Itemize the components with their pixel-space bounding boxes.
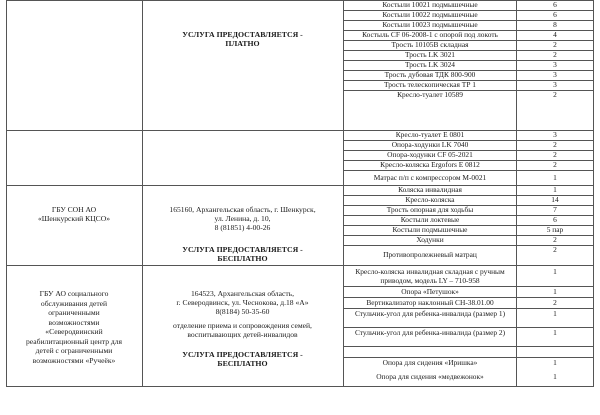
org-department: отделение приема и сопровождения семей, воспитывающих детей-инвалидов	[173, 321, 312, 339]
item-quantity: 3	[553, 130, 557, 139]
list-item: Стульчик-угол для ребенка-инвалида (размер 2)	[354, 328, 506, 337]
list-item: Трость дубовая ТДК 800-900	[384, 70, 476, 79]
list-item: Кресло-коляска инвалидная складная с ручным приводом, модель LY – 710-958	[355, 267, 505, 285]
list-item: Костыли локтевые	[400, 215, 460, 224]
item-quantity: 14	[551, 195, 559, 204]
list-item: Матрас п/п с компрессором М-0021	[373, 173, 487, 182]
org-name: ГБУ СОН АО «Шенкурский КЦСО»	[37, 205, 111, 223]
list-item: Коляска инвалидная	[398, 185, 462, 194]
list-item: Костыли 10023 подмышечные	[382, 20, 478, 29]
list-item: Кресло-коляска Ergofors Е 0812	[380, 160, 480, 169]
item-quantity: 1	[553, 287, 557, 296]
item-quantity: 5 пар	[546, 225, 564, 234]
item-quantity: 6	[553, 215, 557, 224]
item-quantity: 2	[553, 90, 557, 99]
item-quantity: 7	[553, 205, 557, 214]
list-item: Кресло-туалет Е 0801	[395, 130, 465, 139]
item-quantity: 1	[553, 309, 557, 318]
item-quantity: 2	[553, 235, 557, 244]
list-item: Ходунки	[416, 235, 444, 244]
list-item: Костыли 10022 подмышечные	[382, 10, 478, 19]
item-quantity: 2	[553, 50, 557, 59]
item-quantity: 1	[553, 185, 557, 194]
item-quantity: 3	[553, 70, 557, 79]
item-quantity: 8	[553, 20, 557, 29]
equipment-table	[6, 0, 594, 387]
item-quantity: 2	[553, 160, 557, 169]
service-label-paid: УСЛУГА ПРЕДОСТАВЛЯЕТСЯ - ПЛАТНО	[182, 30, 303, 48]
item-quantity: 2	[553, 150, 557, 159]
list-item: Опора-ходунки CF 05-2021	[387, 150, 473, 159]
list-item: Опора для сидения «Иришка»	[382, 358, 478, 367]
list-item: Кресло-коляска	[405, 195, 455, 204]
list-item: Костыли 10021 подмышечные	[382, 0, 478, 9]
list-item: Вертикализатор наклонный СН-38.01.00	[366, 298, 494, 307]
item-quantity: 3	[553, 80, 557, 89]
service-label-free: УСЛУГА ПРЕДОСТАВЛЯЕТСЯ - БЕСПЛАТНО	[182, 350, 303, 368]
org-address: 164523, Архангельская область, г. Северодвинск, ул. Чеснокова, д.18 «А» 8(8184) 50-35-60	[176, 289, 309, 316]
item-quantity: 1	[553, 173, 557, 182]
item-quantity: 4	[553, 30, 557, 39]
list-item: Трость LK 3021	[404, 50, 456, 59]
item-quantity: 2	[553, 140, 557, 149]
org-address: 165160, Архангельская область, г. Шенкурск, ул. Ленина, д. 10, 8 (81851) 4-00-26	[169, 205, 316, 232]
item-quantity: 2	[553, 298, 557, 307]
list-item: Опора для сидения «медвежонок»	[376, 372, 484, 381]
list-item: Костыль CF 06-2008-1 с опорой под локоть	[362, 30, 498, 39]
org-name: ГБУ АО социального обслуживания детей ограниченными возможностями «Северодвинский реабилитационный центр для детей с ограниченными возможностями «Ручеёк»	[25, 289, 123, 365]
service-label-free: УСЛУГА ПРЕДОСТАВЛЯЕТСЯ - БЕСПЛАТНО	[182, 245, 303, 263]
list-item: Опора «Петушок»	[401, 287, 459, 296]
item-quantity: 1	[553, 358, 557, 367]
list-item: Трость 10105В складная	[391, 40, 469, 49]
item-quantity: 2	[553, 40, 557, 49]
list-item: Противопролежневый матрац	[383, 250, 477, 259]
list-item: Костыли подмышечные	[392, 225, 468, 234]
item-quantity: 3	[553, 60, 557, 69]
item-quantity: 2	[553, 245, 557, 254]
list-item: Трость LK 3024	[404, 60, 456, 69]
list-item: Стульчик-угол для ребенка-инвалида (размер 1)	[354, 309, 506, 318]
list-item: Кресло-туалет 10589	[397, 90, 463, 99]
item-quantity: 6	[553, 10, 557, 19]
list-item: Трость опорная для ходьбы	[386, 205, 474, 214]
item-quantity: 1	[553, 372, 557, 381]
list-item: Опора-ходунки LK 7040	[391, 140, 469, 149]
item-quantity: 1	[553, 267, 557, 276]
item-quantity: 1	[553, 328, 557, 337]
item-quantity: 6	[553, 0, 557, 9]
list-item: Трость телескопическая ТР 1	[384, 80, 476, 89]
